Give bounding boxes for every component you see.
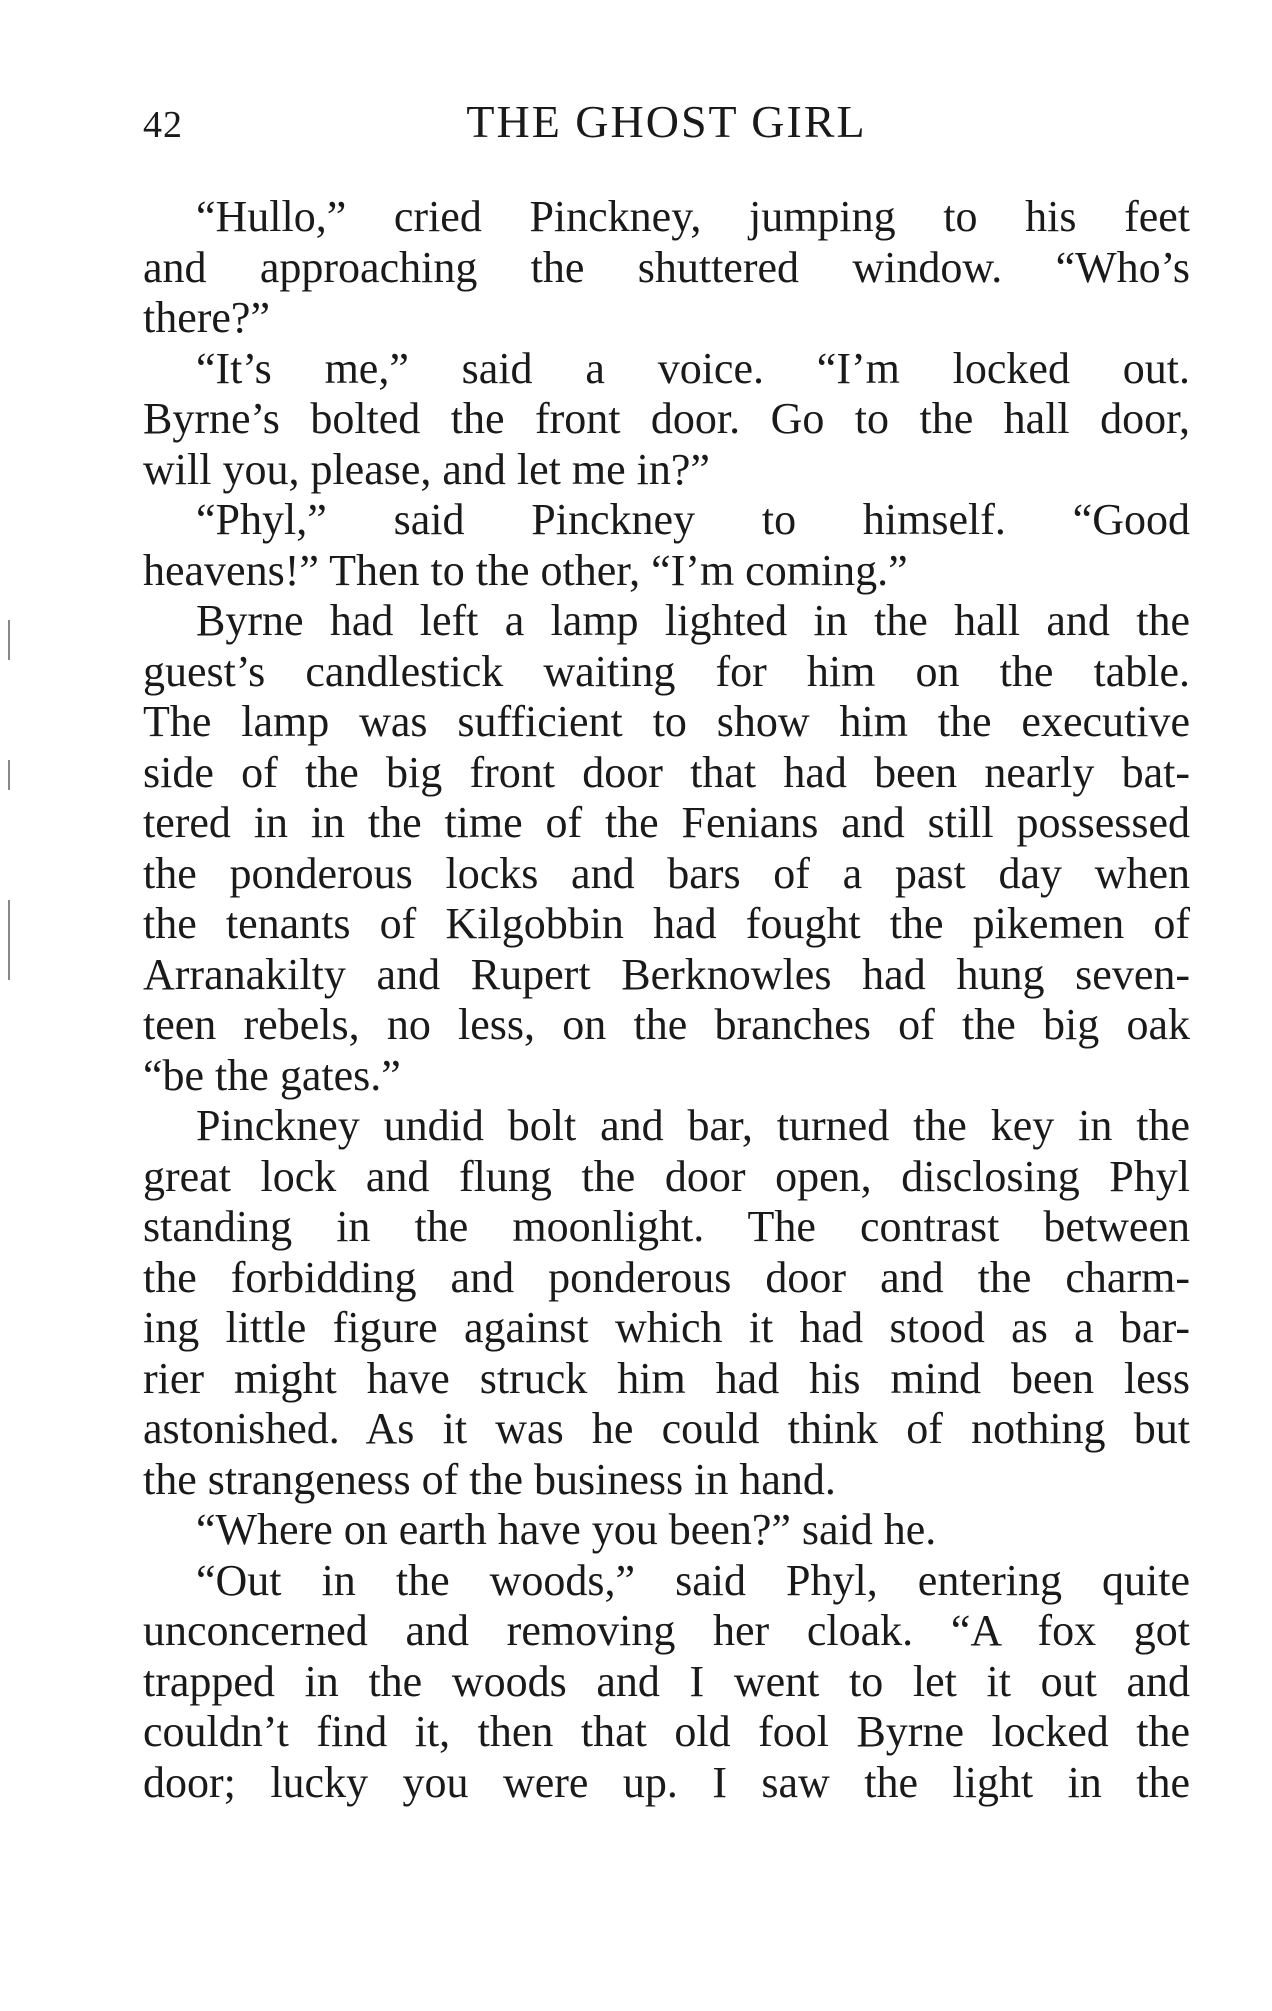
text-line: “Out in the woods,” said Phyl, entering quite [196, 1555, 1190, 1605]
text-line: great lock and flung the door open, disclosing Phyl [143, 1151, 1190, 1201]
text-line: teen rebels, no less, on the branches of the big oak [143, 1000, 1190, 1049]
text-line: the tenants of Kilgobbin had fought the pikemen of [143, 899, 1190, 948]
text-line: rier might have struck him had his mind been less [143, 1353, 1190, 1403]
text-line: “be the gates.” [143, 1050, 401, 1100]
page-header [143, 95, 1190, 155]
text-line: heavens!” Then to the other, “I’m coming.” [143, 545, 908, 595]
text-line: Byrne had left a lamp lighted in the hall and the [196, 596, 1190, 645]
text-line: Byrne’s bolted the front door. Go to the hall door, [143, 394, 1190, 443]
text-line: couldn’t find it, then that old fool Byrne locked the [143, 1707, 1190, 1756]
text-line: ing little figure against which it had stood as a bar- [143, 1303, 1190, 1352]
text-line: there?” [143, 293, 270, 342]
text-line: Pinckney undid bolt and bar, turned the key in the [196, 1101, 1190, 1150]
text-line: guest’s candlestick waiting for him on the table. [143, 646, 1190, 696]
text-line: “Where on earth have you been?” said he. [196, 1505, 937, 1554]
running-head: THE GHOST GIRL [466, 96, 867, 147]
scan-margin-mark [8, 900, 10, 980]
text-line: the ponderous locks and bars of a past day when [143, 848, 1190, 898]
text-line: the strangeness of the business in hand. [143, 1454, 836, 1504]
text-line: door; lucky you were up. I saw the light in the [143, 1757, 1190, 1807]
scan-margin-mark [8, 760, 10, 790]
text-line: standing in the moonlight. The contrast between [143, 1202, 1190, 1251]
text-line: unconcerned and removing her cloak. “A fox got [143, 1606, 1190, 1655]
text-line: trapped in the woods and I went to let it out and [143, 1656, 1190, 1706]
text-line: the forbidding and ponderous door and the charm- [143, 1252, 1190, 1302]
scan-margin-mark [8, 620, 10, 660]
text-line: The lamp was sufficient to show him the executive [143, 697, 1190, 746]
text-line: “Phyl,” said Pinckney to himself. “Good [196, 495, 1190, 544]
text-line: tered in in the time of the Fenians and still possessed [143, 798, 1190, 847]
text-line: “It’s me,” said a voice. “I’m locked out. [196, 343, 1190, 393]
body-text [143, 192, 1190, 1808]
text-line: and approaching the shuttered window. “Who’s [143, 242, 1190, 292]
text-line: side of the big front door that had been nearly bat- [143, 747, 1190, 797]
text-line: Arranakilty and Rupert Berknowles had hung seven- [143, 949, 1190, 999]
text-line: “Hullo,” cried Pinckney, jumping to his feet [196, 192, 1190, 241]
text-line: astonished. As it was he could think of nothing but [143, 1404, 1190, 1453]
page-number: 42 [143, 104, 183, 146]
text-line: will you, please, and let me in?” [143, 444, 710, 494]
